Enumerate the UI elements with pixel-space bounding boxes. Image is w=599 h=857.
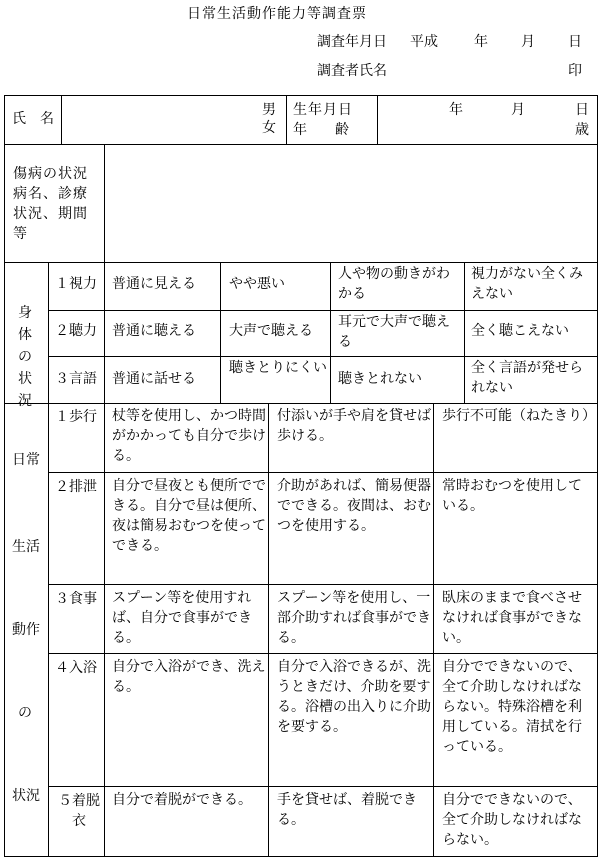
option-cell[interactable]: 大声で聴える [229,323,313,339]
surveyor-name-label: 調査者氏名 [317,63,387,79]
physical-group-label: 身体の状況 [18,305,32,409]
name-label: 氏 名 [12,111,54,127]
survey-date-era: 平成 [410,34,438,50]
option-cell[interactable]: スプーン等を使用すれば、自分で食事ができる。 [112,590,252,646]
option-cell[interactable]: 自分で着脱ができる。 [112,792,252,808]
option-cell[interactable]: 自分で昼夜とも便所でできる。自分で昼は便所、夜は簡易おむつを使ってできる。 [112,478,266,554]
survey-date-year: 年 [474,34,488,50]
age-unit: 歳 [575,122,589,138]
option-cell[interactable]: 常時おむつを使用している。 [442,478,582,514]
option-cell[interactable]: やや悪い [229,276,285,292]
option-cell[interactable]: 人や物の動きがわかる [338,266,450,302]
option-cell[interactable]: 介助があれば、簡易便器でできる。夜間は、おむつを使用する。 [277,478,431,534]
physical-row-label: １視力 [55,276,97,292]
seal-mark: 印 [568,63,582,79]
daily-group-char-5: 状況 [12,788,40,804]
daily-row-label: ５着脱衣 [58,793,100,829]
gender-female[interactable]: 女 [262,120,276,136]
option-cell[interactable]: 聴きとりにくい [229,360,327,376]
daily-group-char-4: の [18,705,32,721]
name-field[interactable] [62,96,286,144]
option-cell[interactable]: 自分でできないので、全て介助しなければならない。特殊浴槽を利用している。清拭を行っている。 [442,659,582,755]
option-cell[interactable]: 普通に話せる [112,371,196,387]
injury-label: 傷病の状況病名、診療状況、期間等 [13,166,88,242]
option-cell[interactable]: 自分で入浴ができ、洗える。 [112,659,266,695]
option-cell[interactable]: 付添いが手や肩を貸せば歩ける。 [277,408,431,444]
option-cell[interactable]: 自分でできないので、全て介助しなければならない。 [442,792,582,848]
option-cell[interactable]: 全く聴こえない [471,323,569,339]
option-cell[interactable]: 杖等を使用し、かつ時間がかかっても自分で歩ける。 [112,408,266,464]
option-cell[interactable]: 普通に見える [112,276,196,292]
daily-group-char-3: 動作 [12,622,40,638]
age-label: 年 齢 [293,122,349,138]
daily-group-char-2: 生活 [12,539,40,555]
daily-row-label: ２排泄 [55,479,97,495]
dob-month: 月 [511,102,525,118]
daily-group-char-1: 日常 [12,452,40,468]
survey-date-month: 月 [521,34,535,50]
option-cell[interactable]: 全く言語が発せられない [471,360,583,396]
dob-day: 日 [575,102,589,118]
option-cell[interactable]: スプーン等を使用し、一部介助すれば食事ができる。 [277,590,431,646]
option-cell[interactable]: 耳元で大声で聴える [338,314,450,350]
option-cell[interactable]: 手を貸せば、着脱できる。 [277,792,417,828]
daily-row-label: ３食事 [55,591,97,607]
injury-field[interactable] [105,145,597,262]
physical-row-label: ３言語 [55,371,97,387]
gender-male[interactable]: 男 [262,102,276,118]
survey-date-day: 日 [568,34,582,50]
physical-row-label: ２聴力 [55,323,97,339]
option-cell[interactable]: 自分で入浴できるが、洗うときだけ、介助を要する。浴槽の出入りに介助を要する。 [277,659,431,735]
survey-date-label: 調査年月日 [317,34,387,50]
option-cell[interactable]: 聴きとれない [338,371,422,387]
option-cell[interactable]: 臥床のままで食べさせなければ食事ができない。 [442,590,582,646]
dob-label: 生年月日 [293,102,353,118]
form-title: 日常生活動作能力等調査票 [187,6,367,22]
option-cell[interactable]: 歩行不可能（ねたきり） [442,408,596,424]
daily-row-label: ４入浴 [55,660,97,676]
daily-row-label: １歩行 [55,409,97,425]
option-cell[interactable]: 視力がない全くみえない [471,266,583,302]
dob-year: 年 [449,102,463,118]
option-cell[interactable]: 普通に聴える [112,323,196,339]
